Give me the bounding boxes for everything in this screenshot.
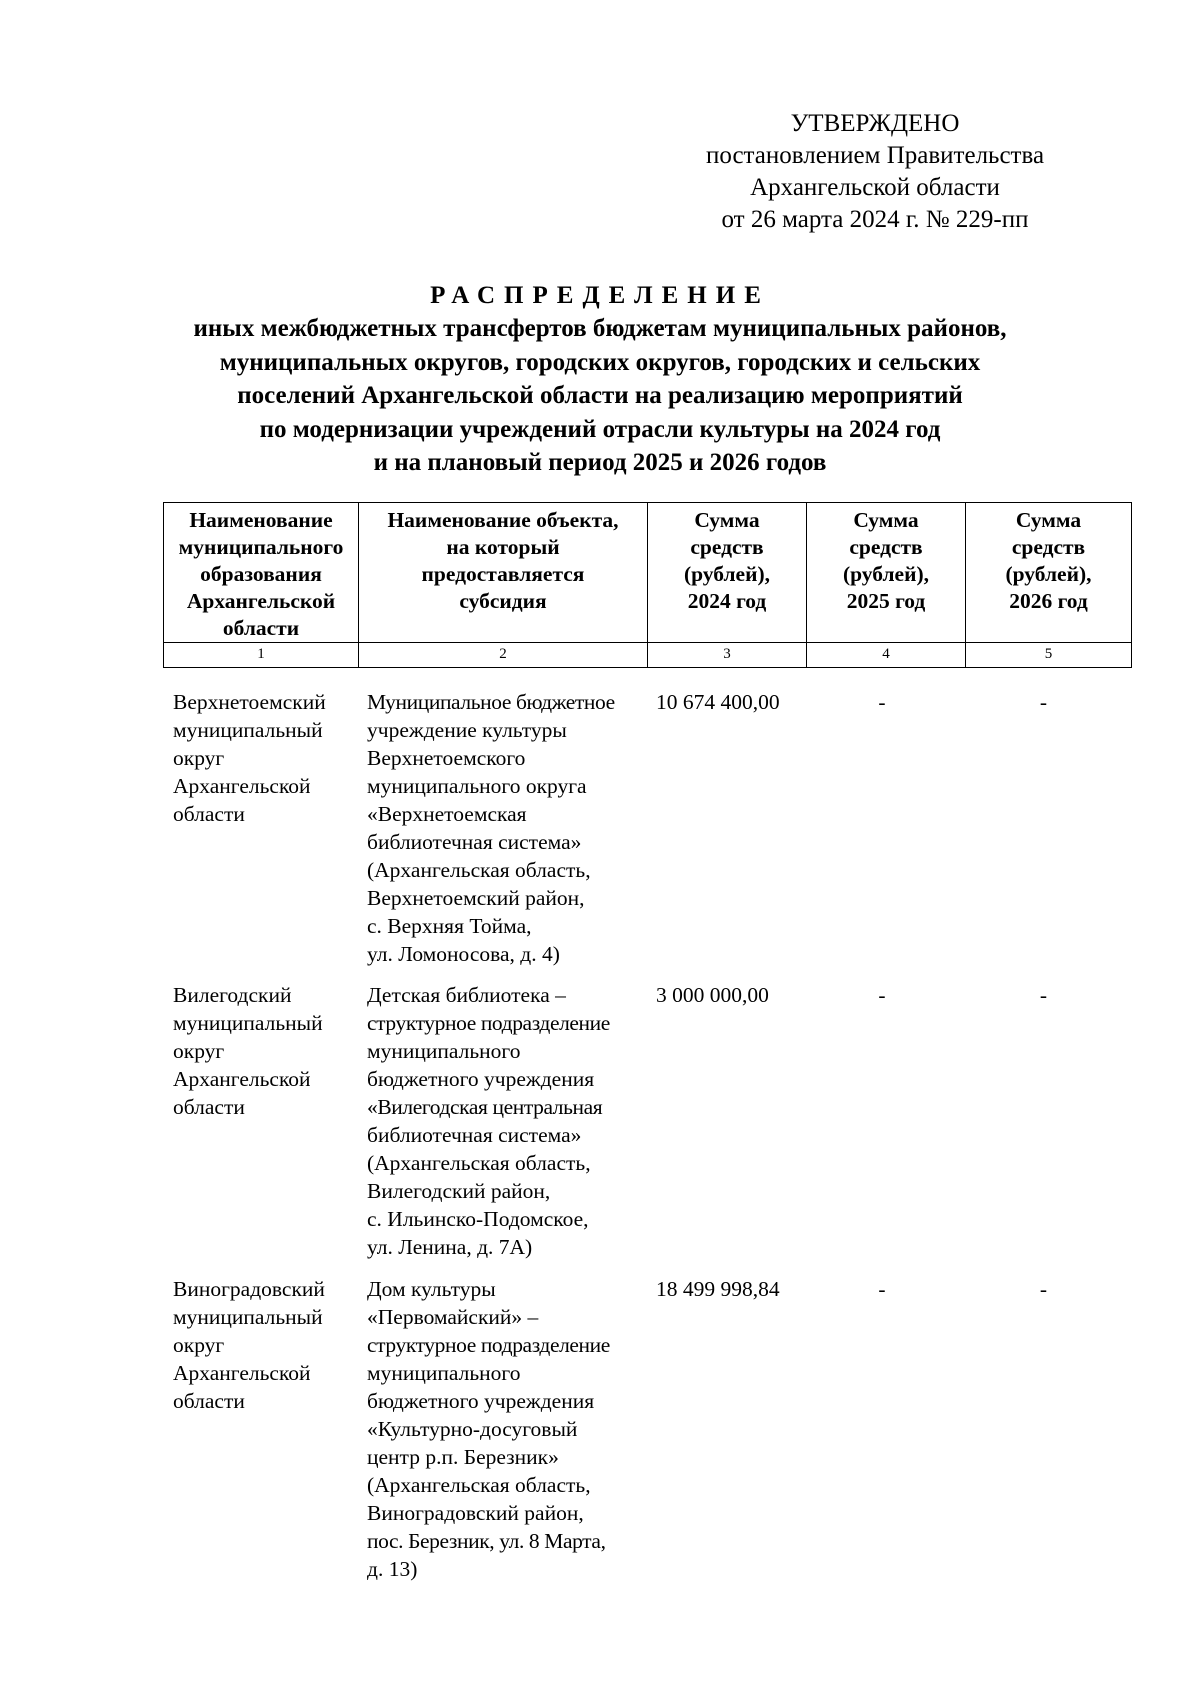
municipality-cell: Виноградовский муниципальный округ Архангельской области bbox=[173, 1277, 325, 1413]
sum-2024-cell: 3 000 000,00 bbox=[656, 983, 769, 1007]
object-cell: Дом культуры «Первомайский» – структурное подразделение муниципального бюджетного учреждения «Культурно-досуговый центр р.п. Березник» (Архангельская область, Виноградовский район, пос. Березник, ул. 8 Марта, д. 13) bbox=[367, 1277, 610, 1581]
column-number: 5 bbox=[966, 643, 1132, 668]
title-line: муниципальных округов, городских округов, городских и сельских bbox=[219, 348, 981, 376]
document-title bbox=[100, 280, 1100, 480]
header-municipality: Наименование муниципального образования Архангельской области bbox=[164, 503, 359, 643]
title-line: иных межбюджетных трансфертов бюджетам муниципальных районов, bbox=[193, 315, 1007, 342]
column-number: 3 bbox=[648, 643, 807, 668]
title-line: по модернизации учреждений отрасли культуры на 2024 год bbox=[259, 415, 941, 443]
title-heading: РАСПРЕДЕЛЕНИЕ bbox=[430, 282, 770, 309]
column-number: 4 bbox=[807, 643, 966, 668]
approval-block bbox=[660, 108, 1090, 236]
object-cell: Детская библиотека – структурное подразделение муниципального бюджетного учреждения «Вилегодская центральная библиотечная система» (Архангельская область, Вилегодский район, с. Ильинско-Подомское, ул. Ленина, д. 7А) bbox=[367, 983, 610, 1259]
approval-line: Архангельской области bbox=[750, 174, 1000, 201]
column-number: 2 bbox=[359, 643, 648, 668]
column-number: 1 bbox=[164, 643, 359, 668]
title-line: и на плановый период 2025 и 2026 годов bbox=[373, 449, 827, 476]
table-body bbox=[163, 688, 1130, 1595]
sum-2024-cell: 10 674 400,00 bbox=[656, 690, 780, 714]
header-sum-2024: Сумма средств (рублей), 2024 год bbox=[648, 503, 807, 643]
table-row bbox=[163, 1275, 1130, 1595]
approval-date-number: от 26 марта 2024 г. № 229-пп bbox=[721, 206, 1029, 233]
sum-2026-cell: - bbox=[1039, 983, 1048, 1007]
sum-2026-cell: - bbox=[1039, 690, 1048, 714]
table-header bbox=[163, 502, 1132, 668]
table-row bbox=[163, 688, 1130, 981]
sum-2025-cell: - bbox=[878, 690, 886, 714]
header-sum-2026: Сумма средств (рублей), 2026 год bbox=[966, 503, 1132, 643]
approval-line: постановлением Правительства bbox=[705, 142, 1045, 169]
object-cell: Муниципальное бюджетное учреждение культуры Верхнетоемского муниципального округа «Верхнетоемская библиотечная система» (Архангельская область, Верхнетоемский район, с. Верхняя Тойма, ул. Ломоносова, д. 4) bbox=[367, 690, 615, 966]
approval-title: УТВЕРЖДЕНО bbox=[790, 110, 960, 137]
sum-2026-cell: - bbox=[1039, 1277, 1048, 1301]
header-sum-2025: Сумма средств (рублей), 2025 год bbox=[807, 503, 966, 643]
municipality-cell: Вилегодский муниципальный округ Архангельской области bbox=[173, 983, 323, 1119]
header-object: Наименование объекта, на который предоставляется субсидия bbox=[359, 503, 648, 643]
sum-2025-cell: - bbox=[878, 983, 886, 1007]
sum-2025-cell: - bbox=[878, 1277, 886, 1301]
municipality-cell: Верхнетоемский муниципальный округ Архангельской области bbox=[173, 690, 326, 826]
sum-2024-cell: 18 499 998,84 bbox=[656, 1277, 780, 1301]
title-line: поселений Архангельской области на реализацию мероприятий bbox=[237, 382, 963, 409]
table-row bbox=[163, 981, 1130, 1275]
